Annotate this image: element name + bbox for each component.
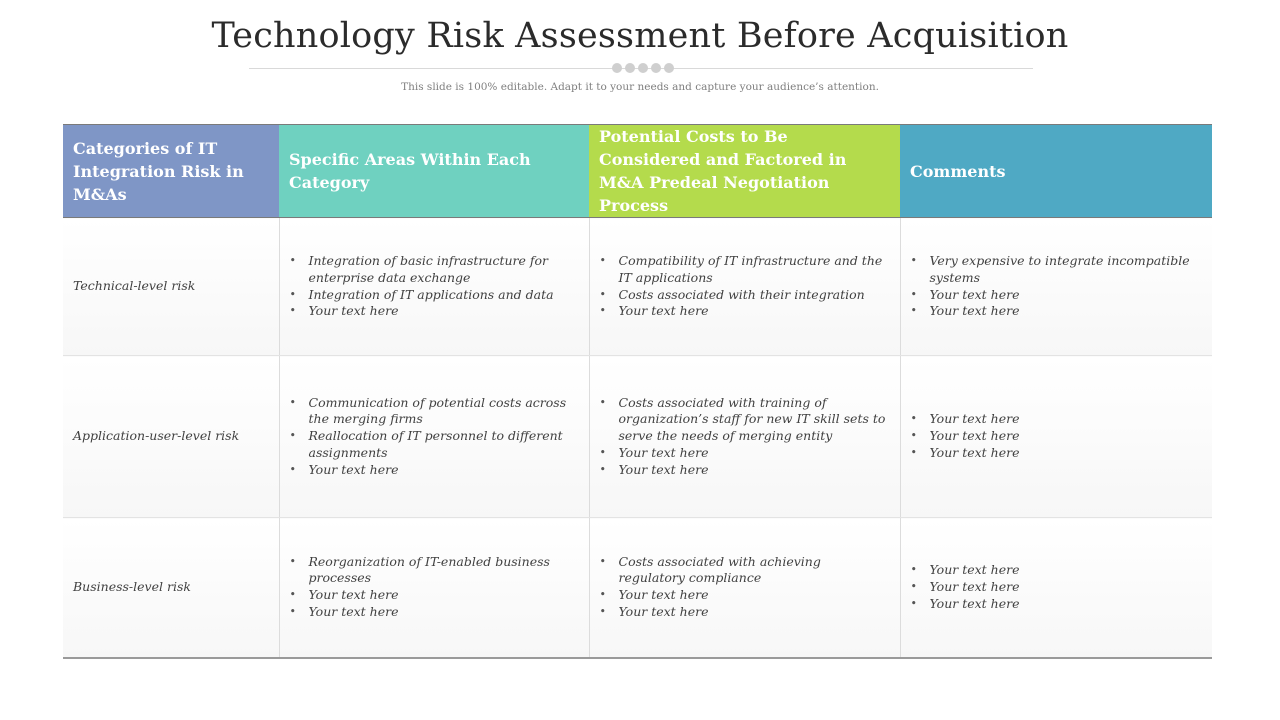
bullet-list	[600, 554, 890, 621]
bullet-item: • Your text here	[911, 445, 1203, 462]
bullet-item: • Very expensive to integrate incompatible systems	[911, 253, 1203, 287]
costs-cell	[589, 518, 900, 658]
bullet-list	[290, 395, 579, 479]
bullet-item: • Your text here	[290, 462, 579, 479]
bullet-item: • Your text here	[911, 303, 1203, 320]
header-comments: Comments	[900, 125, 1212, 218]
bullet-list	[600, 253, 890, 320]
bullet-item: • Your text here	[911, 579, 1203, 596]
bullet-item: • Reallocation of IT personnel to different assignments	[290, 428, 579, 462]
bullet-item: • Reorganization of IT-enabled business processes	[290, 554, 579, 588]
bullet-list	[600, 395, 890, 479]
bullet-list	[911, 411, 1203, 461]
bullet-list	[911, 562, 1203, 612]
bullet-item: • Your text here	[290, 587, 579, 604]
slide-title: Technology Risk Assessment Before Acquisition	[211, 16, 1069, 56]
bullet-list	[911, 253, 1203, 320]
comments-cell	[900, 356, 1212, 518]
areas-cell	[279, 356, 589, 518]
bullet-item: • Your text here	[911, 562, 1203, 579]
areas-cell	[279, 518, 589, 658]
dot-icon	[651, 63, 661, 73]
bullet-item: • Costs associated with training of organization’s staff for new IT skill sets to serve the needs of merging entity	[600, 395, 890, 445]
row-category: Technical-level risk	[63, 218, 279, 356]
dot-icon	[612, 63, 622, 73]
bullet-item: • Communication of potential costs across the merging firms	[290, 395, 579, 429]
risk-table	[63, 124, 1212, 659]
bullet-item: • Integration of basic infrastructure for enterprise data exchange	[290, 253, 579, 287]
costs-cell	[589, 356, 900, 518]
dot-icon	[638, 63, 648, 73]
dot-icon	[664, 63, 674, 73]
bullet-item: • Your text here	[600, 445, 890, 462]
bullet-item: • Integration of IT applications and data	[290, 287, 579, 304]
slide-subtitle: This slide is 100% editable. Adapt it to your needs and capture your audience’s attention.	[401, 81, 879, 93]
bullet-item: • Your text here	[600, 303, 890, 320]
comments-cell	[900, 218, 1212, 356]
bullet-list	[290, 554, 579, 621]
table-row	[63, 356, 1212, 518]
bullet-item: • Costs associated with achieving regulatory compliance	[600, 554, 890, 588]
comments-cell	[900, 518, 1212, 658]
header-specific-areas: Specific Areas Within Each Category	[279, 125, 589, 218]
bullet-item: • Compatibility of IT infrastructure and the IT applications	[600, 253, 890, 287]
bullet-item: • Your text here	[911, 596, 1203, 613]
bullet-item: • Your text here	[911, 411, 1203, 428]
costs-cell	[589, 218, 900, 356]
bullet-item: • Your text here	[600, 587, 890, 604]
decorative-dots	[612, 63, 674, 73]
bullet-item: • Your text here	[911, 428, 1203, 445]
bullet-item: • Your text here	[290, 604, 579, 621]
row-category: Application-user-level risk	[63, 356, 279, 518]
table-header-row	[63, 125, 1212, 218]
bullet-item: • Your text here	[600, 604, 890, 621]
header-category: Categories of IT Integration Risk in M&As	[63, 125, 279, 218]
bullet-item: • Costs associated with their integration	[600, 287, 890, 304]
bullet-list	[290, 253, 579, 320]
header-potential-costs: Potential Costs to Be Considered and Factored in M&A Predeal Negotiation Process	[589, 125, 900, 218]
bullet-item: • Your text here	[290, 303, 579, 320]
table-row	[63, 218, 1212, 356]
row-category: Business-level risk	[63, 518, 279, 658]
bullet-item: • Your text here	[600, 462, 890, 479]
areas-cell	[279, 218, 589, 356]
dot-icon	[625, 63, 635, 73]
bullet-item: • Your text here	[911, 287, 1203, 304]
table-row	[63, 518, 1212, 658]
